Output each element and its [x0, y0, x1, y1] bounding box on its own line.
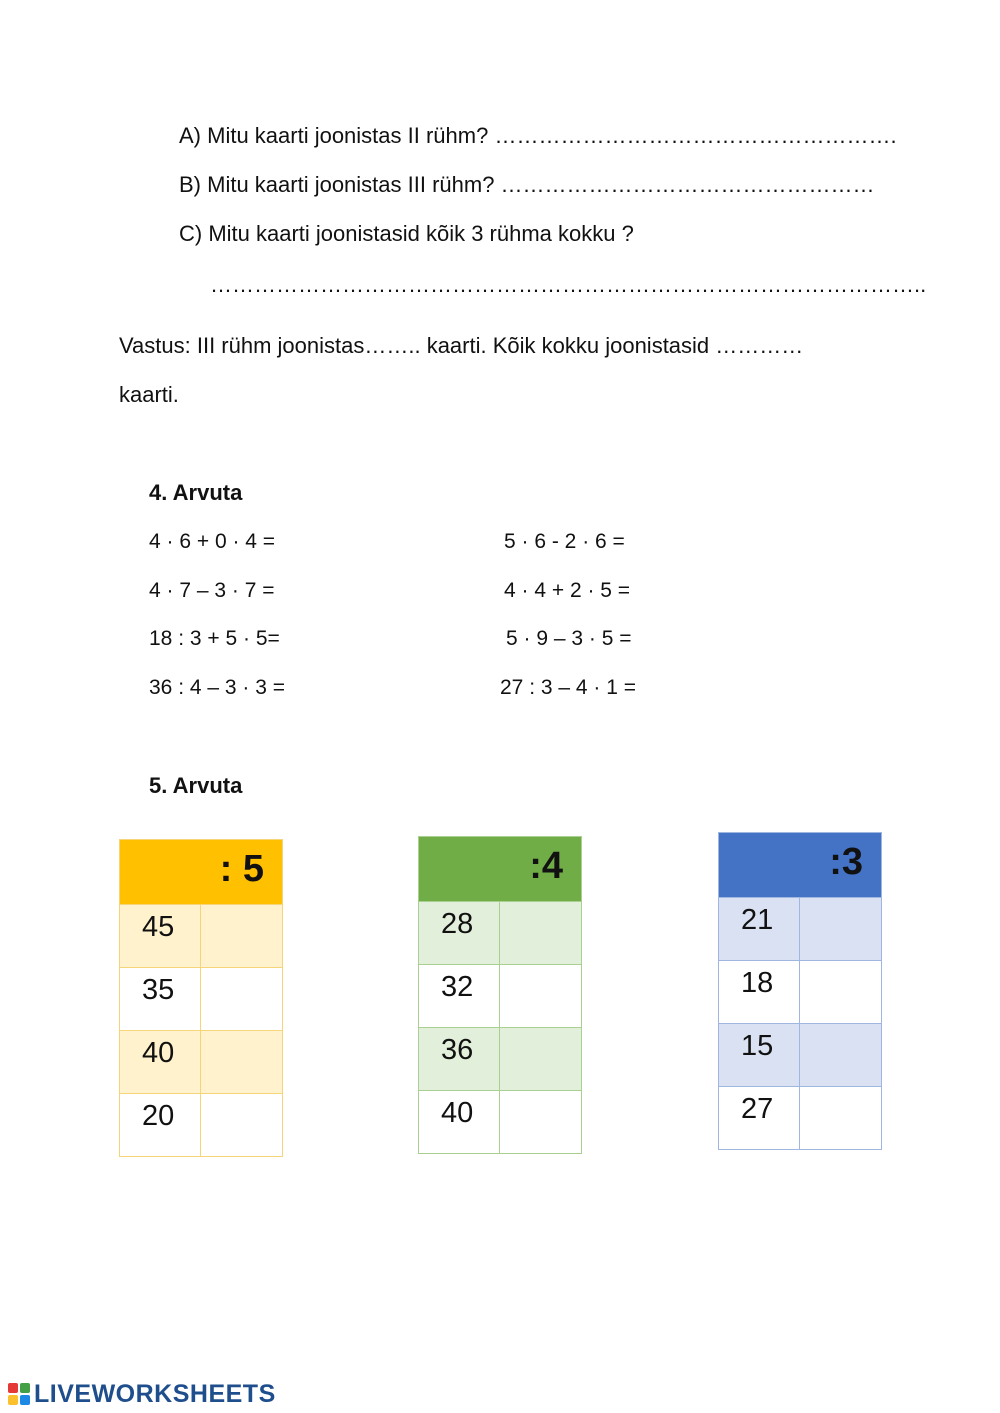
table-row — [719, 897, 881, 960]
answer-line-2: kaarti. — [119, 382, 179, 407]
dividend-cell — [419, 1091, 500, 1153]
question-a: A) Mitu kaarti joonistas II rühm? ………………………………………………. — [179, 123, 897, 148]
dividend-value: 32 — [441, 971, 474, 1003]
dividend-cell — [719, 898, 800, 960]
task4-equation-right: 5 · 6 - 2 · 6 = — [504, 530, 625, 553]
table-row — [419, 901, 581, 964]
dividend-cell — [120, 1094, 201, 1156]
dividend-cell — [719, 961, 800, 1023]
dividend-value: 18 — [741, 967, 774, 999]
table-row — [419, 1027, 581, 1090]
answer-cell[interactable] — [201, 968, 281, 1030]
answer-cell[interactable] — [500, 902, 580, 964]
division-table-3 — [718, 832, 882, 1150]
task4-heading: 4. Arvuta — [149, 480, 243, 505]
table-header — [419, 837, 581, 901]
division-table-4 — [418, 836, 582, 1154]
answer-cell[interactable] — [800, 898, 880, 960]
answer-dots-line: …………………………………………………………………………………….. — [210, 272, 927, 297]
table-row — [719, 1086, 881, 1149]
dividend-value: 40 — [142, 1037, 175, 1069]
table-row — [719, 960, 881, 1023]
dividend-cell — [419, 902, 500, 964]
dividend-cell — [120, 905, 201, 967]
table-header-label: :4 — [529, 845, 563, 887]
dividend-cell — [120, 1031, 201, 1093]
task5-heading: 5. Arvuta — [149, 773, 243, 798]
table-row — [120, 1030, 282, 1093]
dividend-value: 36 — [441, 1034, 474, 1066]
logo-block — [20, 1383, 30, 1393]
table-row — [419, 964, 581, 1027]
table-row — [120, 1093, 282, 1156]
task4-equation-left: 36 : 4 – 3 · 3 = — [149, 676, 286, 699]
dividend-value: 21 — [741, 904, 774, 936]
answer-cell[interactable] — [800, 1024, 880, 1086]
answer-cell[interactable] — [500, 965, 580, 1027]
dividend-cell — [719, 1024, 800, 1086]
table-header — [719, 833, 881, 897]
task4-equation-right: 5 · 9 – 3 · 5 = — [506, 627, 632, 650]
question-b: B) Mitu kaarti joonistas III rühm? …………………………………………… — [179, 172, 875, 197]
table-row — [120, 904, 282, 967]
table-header-label: : 5 — [219, 848, 264, 890]
answer-cell[interactable] — [201, 1094, 281, 1156]
dividend-value: 20 — [142, 1100, 175, 1132]
task4-equation-left: 4 · 6 + 0 · 4 = — [149, 530, 276, 553]
logo-block — [8, 1395, 18, 1405]
division-table-5 — [119, 839, 283, 1157]
dividend-cell — [719, 1087, 800, 1149]
answer-cell[interactable] — [201, 905, 281, 967]
logo-block — [20, 1395, 30, 1405]
answer-cell[interactable] — [201, 1031, 281, 1093]
answer-cell[interactable] — [500, 1028, 580, 1090]
task4-equation-right: 4 · 4 + 2 · 5 = — [504, 579, 631, 602]
dividend-value: 40 — [441, 1097, 474, 1129]
table-row — [419, 1090, 581, 1153]
answer-cell[interactable] — [500, 1091, 580, 1153]
task4-equation-left: 4 · 7 – 3 · 7 = — [149, 579, 275, 602]
answer-cell[interactable] — [800, 961, 880, 1023]
dividend-cell — [120, 968, 201, 1030]
dividend-value: 45 — [142, 911, 175, 943]
dividend-cell — [419, 1028, 500, 1090]
logo-blocks-icon — [8, 1383, 30, 1405]
answer-line-1: Vastus: III rühm joonistas…….. kaarti. Kõik kokku joonistasid ………… — [119, 333, 804, 358]
dividend-value: 15 — [741, 1030, 774, 1062]
logo-text: LIVEWORKSHEETS — [34, 1379, 276, 1408]
task4-equation-right: 27 : 3 – 4 · 1 = — [500, 676, 637, 699]
logo-block — [8, 1383, 18, 1393]
table-row — [719, 1023, 881, 1086]
dividend-cell — [419, 965, 500, 1027]
table-header — [120, 840, 282, 904]
dividend-value: 27 — [741, 1093, 774, 1125]
task4-equation-left: 18 : 3 + 5 · 5= — [149, 627, 280, 650]
question-c: C) Mitu kaarti joonistasid kõik 3 rühma kokku ? — [179, 221, 634, 246]
liveworksheets-logo — [8, 1381, 276, 1407]
answer-cell[interactable] — [800, 1087, 880, 1149]
table-header-label: :3 — [829, 841, 863, 883]
dividend-value: 28 — [441, 908, 474, 940]
table-row — [120, 967, 282, 1030]
dividend-value: 35 — [142, 974, 175, 1006]
